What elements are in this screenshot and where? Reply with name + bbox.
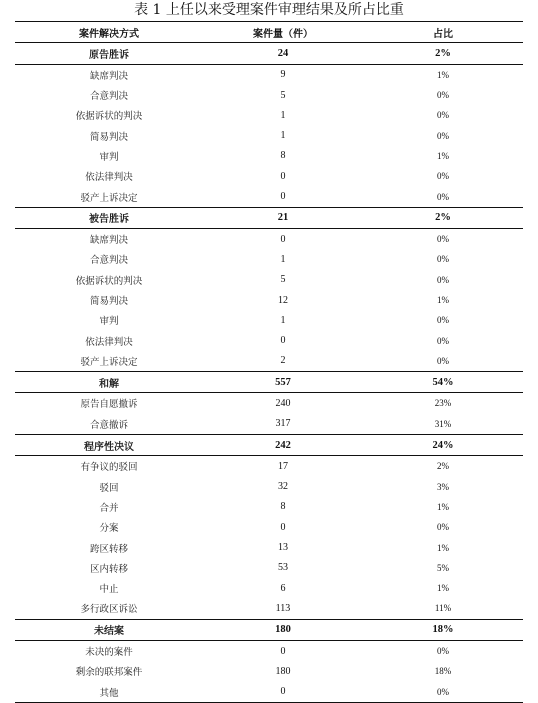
method-cell: 依法律判决 xyxy=(85,172,133,184)
count-cell: 12 xyxy=(278,294,288,306)
count-cell: 240 xyxy=(275,397,291,409)
percent-cell: 0% xyxy=(437,315,449,326)
table-row xyxy=(15,270,523,290)
percent-cell: 11% xyxy=(434,603,452,614)
method-cell: 缺席判决 xyxy=(89,70,128,82)
method-cell: 驳产上诉决定 xyxy=(80,356,138,368)
table-body xyxy=(15,43,523,703)
percent-cell: 0% xyxy=(437,254,449,265)
method-cell: 合意撤诉 xyxy=(89,419,128,431)
count-cell: 2 xyxy=(280,355,286,367)
method-cell: 驳回 xyxy=(99,482,119,494)
count-cell: 53 xyxy=(278,562,288,574)
method-cell: 简易判决 xyxy=(89,296,128,307)
count-cell: 180 xyxy=(275,665,291,677)
method-cell: 分案 xyxy=(99,523,119,535)
percent-cell: 1% xyxy=(437,69,449,80)
method-cell: 原告胜诉 xyxy=(15,43,203,64)
section-row xyxy=(15,619,523,640)
count-cell: 24 xyxy=(203,43,363,64)
table-row xyxy=(15,477,523,497)
count-cell: 0 xyxy=(280,521,286,533)
table-row xyxy=(15,598,523,619)
percent-cell: 18% xyxy=(434,666,452,677)
count-cell: 317 xyxy=(275,418,291,430)
table-row xyxy=(15,228,523,249)
percent-cell: 0% xyxy=(437,355,449,366)
percent-cell: 0% xyxy=(437,522,449,533)
percent-cell: 0% xyxy=(437,110,449,121)
table-row xyxy=(15,661,523,681)
percent-cell: 0% xyxy=(437,130,449,141)
table-row xyxy=(15,578,523,598)
count-cell: 21 xyxy=(203,207,363,228)
count-cell: 1 xyxy=(280,253,286,265)
percent-cell: 0% xyxy=(437,191,449,202)
table-row xyxy=(15,330,523,350)
method-cell: 合意判决 xyxy=(89,255,128,267)
count-cell: 32 xyxy=(278,481,288,493)
count-cell: 0 xyxy=(280,191,286,203)
header-method: 案件解决方式 xyxy=(15,22,203,43)
method-cell: 程序性决议 xyxy=(15,434,203,455)
method-cell: 中止 xyxy=(99,584,119,596)
percent-cell: 0% xyxy=(437,335,449,346)
percent-cell: 2% xyxy=(363,43,523,64)
table-row xyxy=(15,682,523,703)
count-cell: 0 xyxy=(280,233,286,245)
table-row xyxy=(15,640,523,661)
table-row xyxy=(15,456,523,477)
method-cell: 审判 xyxy=(99,151,119,163)
percent-cell: 0% xyxy=(437,171,449,182)
table-header-row xyxy=(15,22,523,43)
percent-cell: 0% xyxy=(437,646,449,657)
percent-cell: 24% xyxy=(363,434,523,455)
count-cell: 557 xyxy=(203,372,363,393)
count-cell: 1 xyxy=(280,314,286,326)
count-cell: 242 xyxy=(203,434,363,455)
method-cell: 简易判决 xyxy=(89,131,128,143)
method-cell: 跨区转移 xyxy=(89,543,128,555)
percent-cell: 1% xyxy=(437,150,449,161)
count-cell: 13 xyxy=(278,542,288,554)
method-cell: 未结案 xyxy=(15,619,203,640)
table-row xyxy=(15,249,523,269)
method-cell: 审判 xyxy=(99,316,119,328)
header-count: 案件量（件） xyxy=(203,22,363,43)
table-row xyxy=(15,125,523,145)
method-cell: 依据诉状的判决 xyxy=(75,275,143,287)
section-row xyxy=(15,43,523,64)
count-cell: 0 xyxy=(280,170,286,182)
method-cell: 合意判决 xyxy=(89,91,128,103)
method-cell: 被告胜诉 xyxy=(15,207,203,228)
count-cell: 113 xyxy=(275,602,291,614)
count-cell: 1 xyxy=(280,109,286,121)
count-cell: 9 xyxy=(280,69,286,81)
table-row xyxy=(15,166,523,186)
table-title: 表 1 上任以来受理案件审理结果及所占比重 xyxy=(134,2,404,18)
percent-cell: 3% xyxy=(437,481,449,492)
count-cell: 17 xyxy=(278,460,288,472)
table-row xyxy=(15,393,523,414)
percent-cell: 0% xyxy=(363,682,523,703)
percent-cell: 0% xyxy=(437,234,449,245)
percent-cell: 18% xyxy=(363,619,523,640)
method-cell: 未决的案件 xyxy=(85,647,133,659)
table-row xyxy=(15,64,523,85)
method-cell: 区内转移 xyxy=(89,563,128,575)
section-row xyxy=(15,372,523,393)
count-cell: 8 xyxy=(280,150,286,162)
method-cell: 缺席判决 xyxy=(89,235,128,247)
count-cell: 0 xyxy=(280,645,286,657)
table-row xyxy=(15,497,523,517)
percent-cell: 31% xyxy=(434,418,452,429)
percent-cell: 0% xyxy=(437,90,449,101)
table-row xyxy=(15,351,523,372)
count-cell: 8 xyxy=(280,501,286,513)
table-row xyxy=(15,290,523,310)
count-cell: 0 xyxy=(280,335,286,347)
percent-cell: 54% xyxy=(363,372,523,393)
method-cell: 其他 xyxy=(15,682,203,703)
percent-cell: 1% xyxy=(437,501,449,512)
percent-cell: 23% xyxy=(434,398,452,409)
count-cell: 6 xyxy=(280,582,286,594)
count-cell: 5 xyxy=(280,89,286,101)
table-row xyxy=(15,85,523,105)
method-cell: 原告自愿撤诉 xyxy=(80,399,138,411)
table-row xyxy=(15,537,523,557)
count-cell: 5 xyxy=(280,274,286,286)
count-cell: 1 xyxy=(280,130,286,142)
method-cell: 剩余的联邦案件 xyxy=(75,667,143,679)
section-row xyxy=(15,207,523,228)
method-cell: 有争议的驳回 xyxy=(80,462,138,474)
percent-cell: 5% xyxy=(437,562,449,573)
header-percent: 占比 xyxy=(363,22,523,43)
method-cell: 依据诉状的判决 xyxy=(75,111,143,123)
percent-cell: 0% xyxy=(437,274,449,285)
method-cell: 和解 xyxy=(15,372,203,393)
table-row xyxy=(15,517,523,537)
method-cell: 多行政区诉讼 xyxy=(80,604,138,616)
count-cell: 0 xyxy=(203,682,363,703)
table-row xyxy=(15,186,523,207)
percent-cell: 2% xyxy=(363,207,523,228)
table-row xyxy=(15,414,523,435)
percent-cell: 2% xyxy=(437,461,449,472)
method-cell: 依法律判决 xyxy=(85,336,133,348)
table-row xyxy=(15,146,523,166)
section-row xyxy=(15,434,523,455)
table-row xyxy=(15,310,523,330)
count-cell: 180 xyxy=(203,619,363,640)
table-row xyxy=(15,105,523,125)
method-cell: 驳产上诉决定 xyxy=(80,192,138,204)
results-table xyxy=(15,21,523,703)
percent-cell: 1% xyxy=(437,583,449,594)
method-cell: 合并 xyxy=(99,502,119,514)
table-row xyxy=(15,558,523,578)
percent-cell: 1% xyxy=(437,295,449,305)
percent-cell: 1% xyxy=(437,542,449,553)
